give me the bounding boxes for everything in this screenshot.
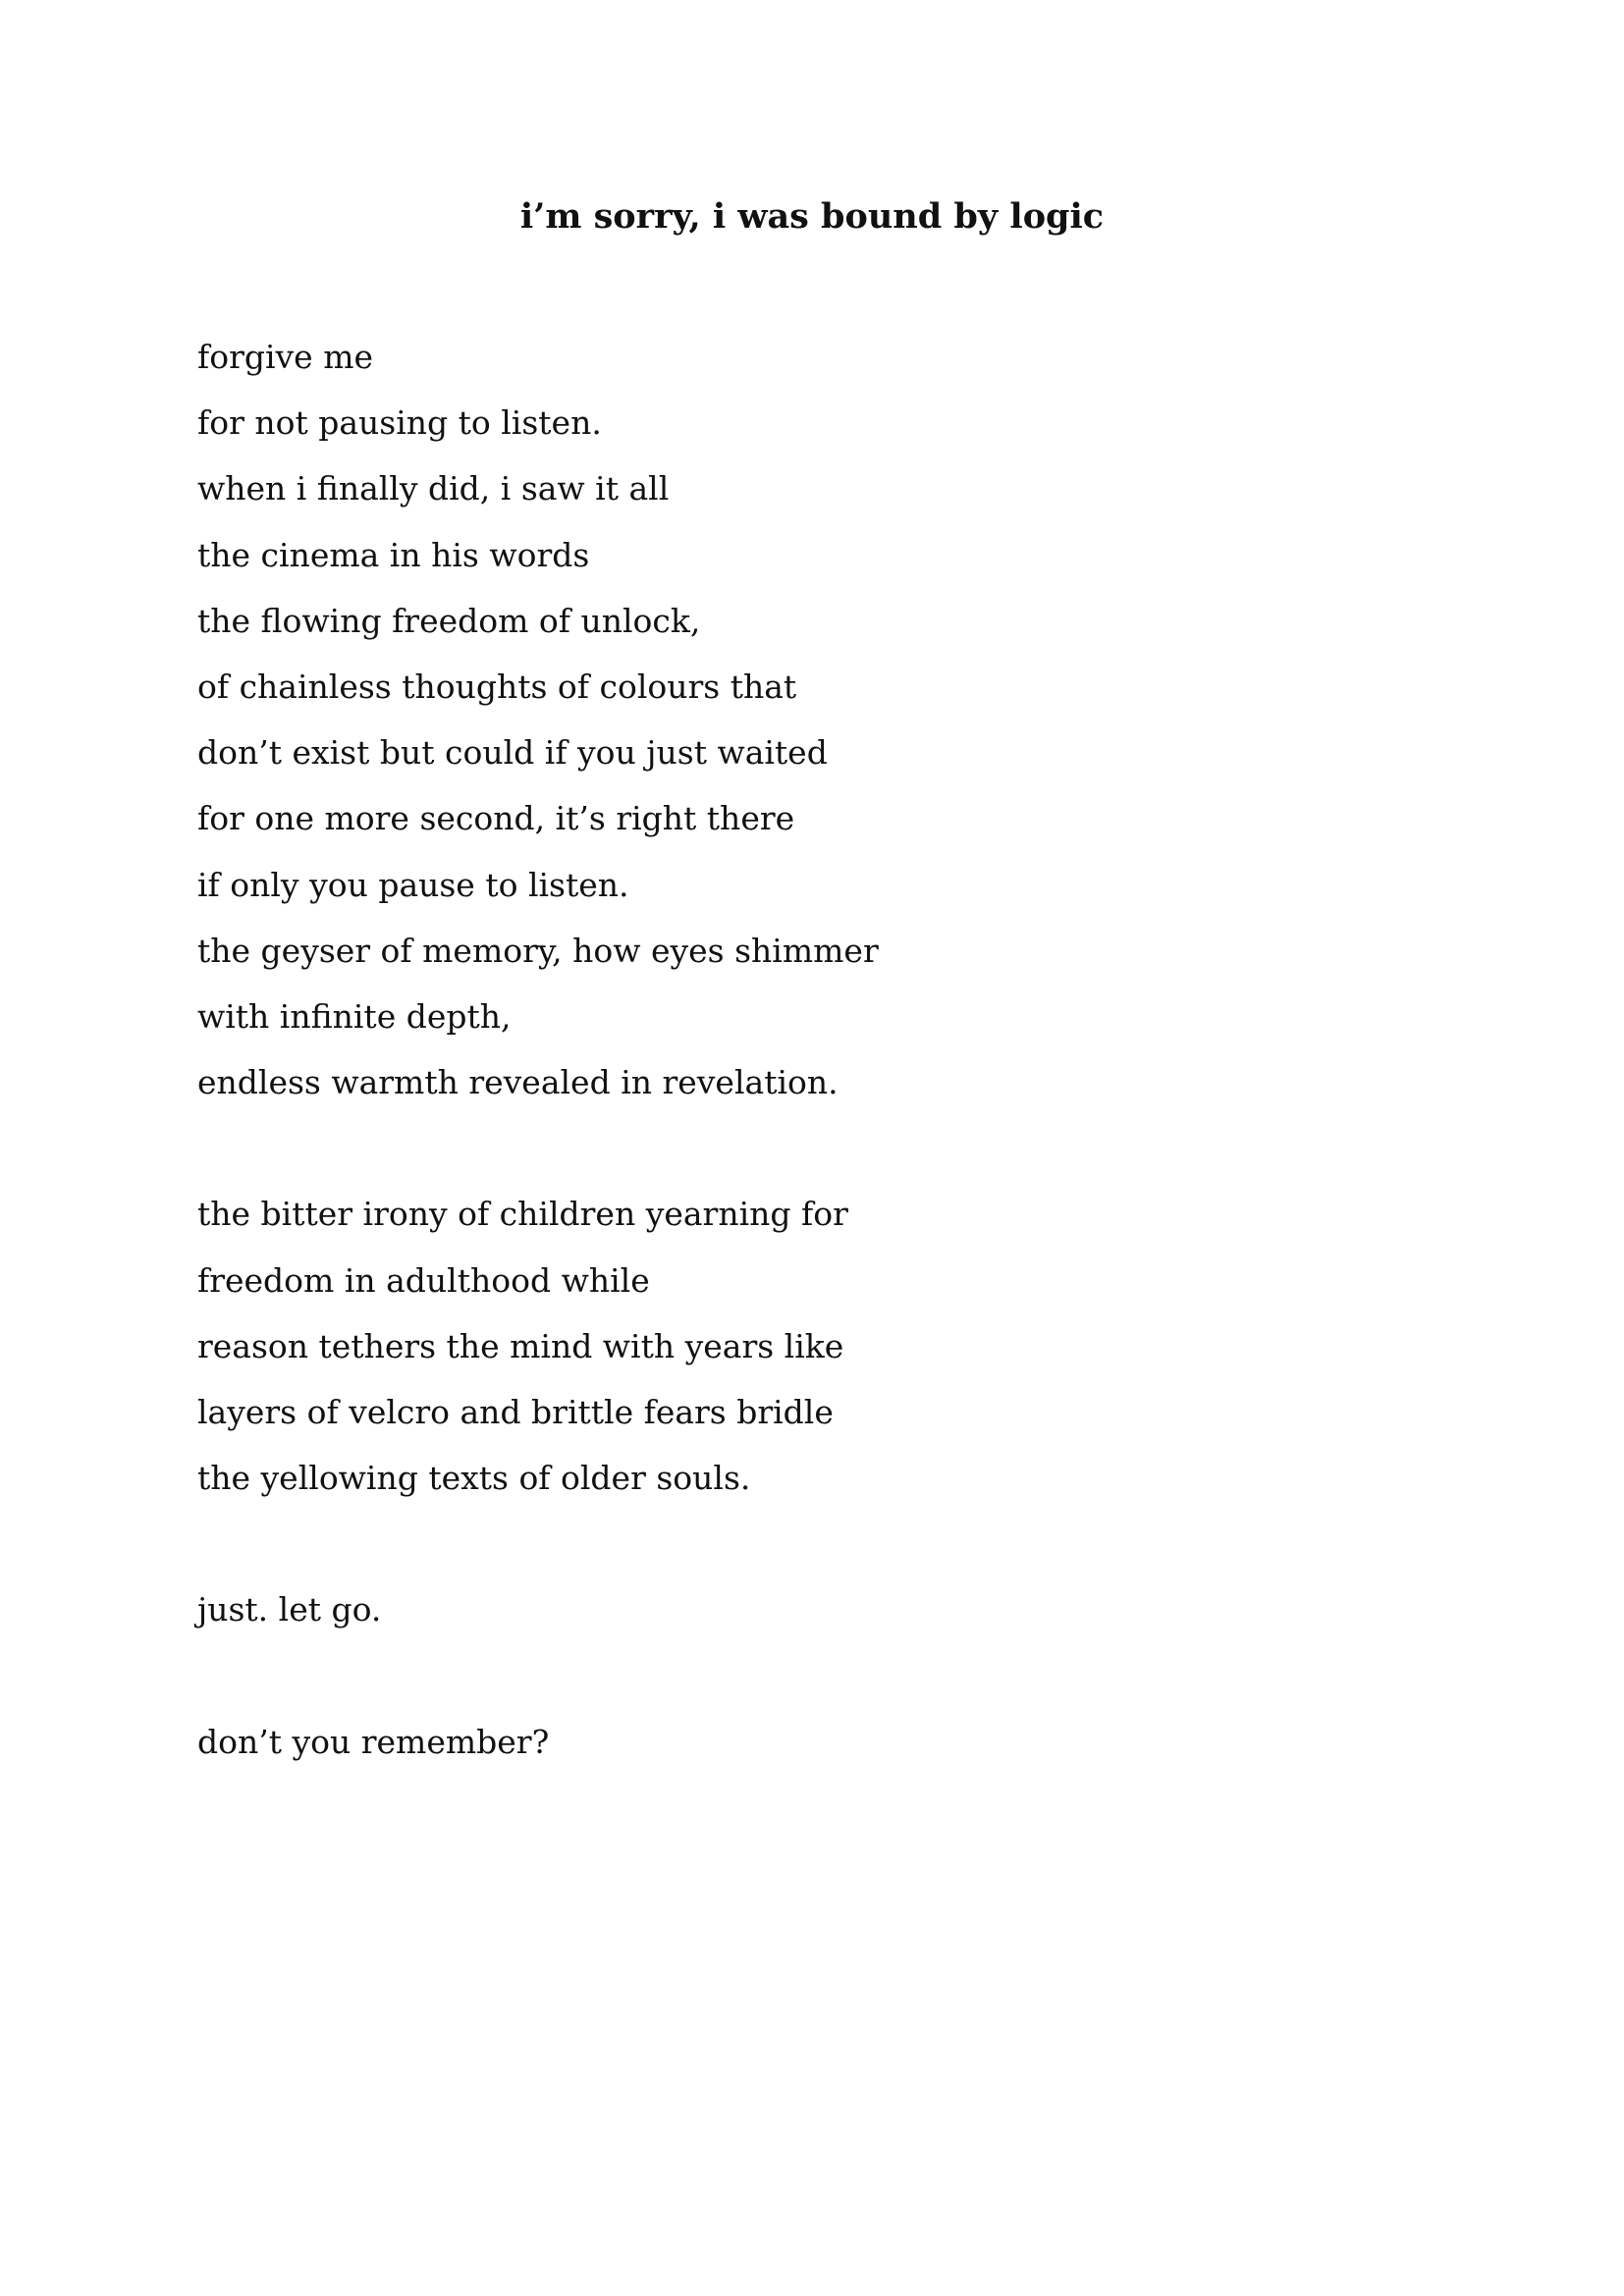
poem-line: the cinema in his words <box>197 535 590 574</box>
poem-line: layers of velcro and brittle fears bridle <box>197 1393 834 1432</box>
stanza-2 <box>197 1181 1474 1511</box>
poem-line: forgive me <box>197 338 374 376</box>
poem-line: the geyser of memory, how eyes shimmer <box>197 931 879 970</box>
poem-line: reason tethers the mind with years like <box>197 1326 844 1365</box>
poem-line: just. let go. <box>197 1590 382 1629</box>
poem-line: if only you pause to listen. <box>197 865 629 904</box>
stanza-1 <box>197 324 1474 1115</box>
poem-line: for not pausing to listen. <box>197 403 602 443</box>
poem-line: the bitter irony of children yearning for <box>197 1195 848 1234</box>
poem-line: for one more second, it’s right there <box>197 799 795 838</box>
poem-line: when i finally did, i saw it all <box>197 469 670 508</box>
stanza-3 <box>197 1576 1474 1642</box>
poem-line: endless warmth revealed in revelation. <box>197 1063 839 1102</box>
poem-line: don’t exist but could if you just waited <box>197 733 828 773</box>
poem-line: with infinite depth, <box>197 997 512 1037</box>
poem-line: the yellowing texts of older souls. <box>197 1459 751 1498</box>
page-title: i’m sorry, i was bound by logic <box>519 196 1105 237</box>
poem-line: don’t you remember? <box>197 1722 550 1761</box>
poem-line: freedom in adulthood while <box>197 1260 650 1300</box>
poem-line: the flowing freedom of unlock, <box>197 601 701 640</box>
poem-line: of chainless thoughts of colours that <box>197 667 797 707</box>
poem-body <box>197 324 1474 1841</box>
stanza-4 <box>197 1709 1474 1775</box>
